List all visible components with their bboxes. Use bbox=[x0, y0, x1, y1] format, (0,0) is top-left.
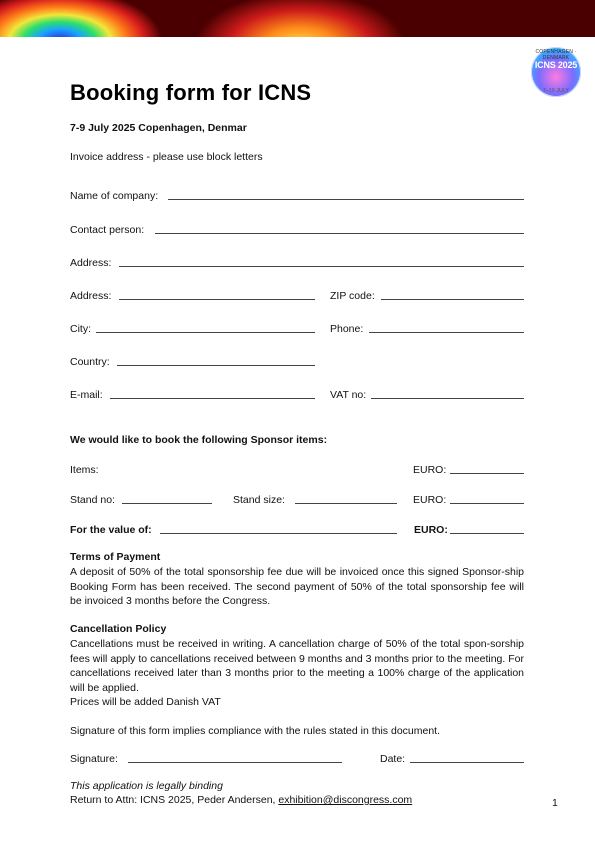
page-number: 1 bbox=[552, 797, 558, 809]
congress-logo bbox=[531, 47, 581, 97]
items-euro-label: EURO: bbox=[413, 464, 447, 476]
stand-euro-label: EURO: bbox=[413, 494, 447, 506]
country-field[interactable] bbox=[117, 365, 315, 366]
phone-label: Phone: bbox=[330, 323, 364, 335]
company-field[interactable] bbox=[168, 199, 524, 200]
return-address bbox=[70, 794, 412, 806]
email-label: E-mail: bbox=[70, 389, 103, 401]
value-euro-field[interactable] bbox=[450, 533, 524, 534]
zip-label: ZIP code: bbox=[330, 290, 375, 302]
address1-field[interactable] bbox=[119, 266, 524, 267]
address2-field[interactable] bbox=[119, 299, 315, 300]
stand-no-label: Stand no: bbox=[70, 494, 115, 506]
email-field[interactable] bbox=[110, 398, 315, 399]
company-label: Name of company: bbox=[70, 190, 159, 202]
zip-field[interactable] bbox=[381, 299, 524, 300]
contact-email-link[interactable]: exhibition@discongress.com bbox=[278, 794, 413, 806]
address2-label: Address: bbox=[70, 290, 112, 302]
sponsor-heading: We would like to book the following Sponsor items: bbox=[70, 434, 328, 446]
value-euro-label: EURO: bbox=[414, 524, 448, 536]
address1-label: Address: bbox=[70, 257, 112, 269]
value-field[interactable] bbox=[160, 533, 397, 534]
vat-label: VAT no: bbox=[330, 389, 367, 401]
event-dates: 7-9 July 2025 Copenhagen, Denmar bbox=[70, 122, 247, 134]
stand-size-label: Stand size: bbox=[233, 494, 285, 506]
logo-title: ICNS 2025 bbox=[534, 60, 578, 70]
cancellation-heading: Cancellation Policy bbox=[70, 623, 167, 635]
terms-text: A deposit of 50% of the total sponsorship fee due will be invoiced once this signed Sponsor-ship Booking Form has been received. The second payment of 50% of the total sponsorship fee will be invoiced 3 months before the Congress. bbox=[70, 566, 524, 607]
date-field[interactable] bbox=[410, 762, 524, 763]
compliance-text: Signature of this form implies compliance with the rules stated in this document. bbox=[70, 725, 441, 737]
items-euro-field[interactable] bbox=[450, 473, 524, 474]
city-label: City: bbox=[70, 323, 91, 335]
contact-field[interactable] bbox=[155, 233, 524, 234]
country-label: Country: bbox=[70, 356, 110, 368]
logo-bottom-text: 7–10 JULY bbox=[542, 88, 570, 94]
signature-field[interactable] bbox=[128, 762, 342, 763]
page-title: Booking form for ICNS bbox=[70, 80, 312, 105]
logo-top-text: COPENHAGEN · DENMARK bbox=[535, 49, 577, 61]
binding-note: This application is legally binding bbox=[70, 780, 223, 792]
signature-label: Signature: bbox=[70, 753, 118, 765]
invoice-intro: Invoice address - please use block letters bbox=[70, 151, 263, 163]
terms-heading: Terms of Payment bbox=[70, 551, 161, 563]
vat-field[interactable] bbox=[371, 398, 524, 399]
stand-no-field[interactable] bbox=[122, 503, 212, 504]
date-label: Date: bbox=[380, 753, 406, 765]
stand-euro-field[interactable] bbox=[450, 503, 524, 504]
return-prefix: Return to Attn: ICNS 2025, Peder Andersen, bbox=[70, 794, 279, 806]
cancellation-text: Cancellations must be received in writing. A cancellation charge of 50% of the total spon-sorship fees will apply to cancellations received between 9 months and 3 months prior to the meeting. For cancellations received later than 3 months prior to the meeting a 100% charge of the application will be applied. bbox=[70, 638, 524, 694]
value-label: For the value of: bbox=[70, 524, 152, 536]
city-field[interactable] bbox=[96, 332, 315, 333]
stand-size-field[interactable] bbox=[295, 503, 397, 504]
contact-label: Contact person: bbox=[70, 224, 145, 236]
phone-field[interactable] bbox=[369, 332, 524, 333]
vat-note: Prices will be added Danish VAT bbox=[70, 696, 221, 708]
items-label: Items: bbox=[70, 464, 99, 476]
header-banner bbox=[0, 0, 595, 37]
